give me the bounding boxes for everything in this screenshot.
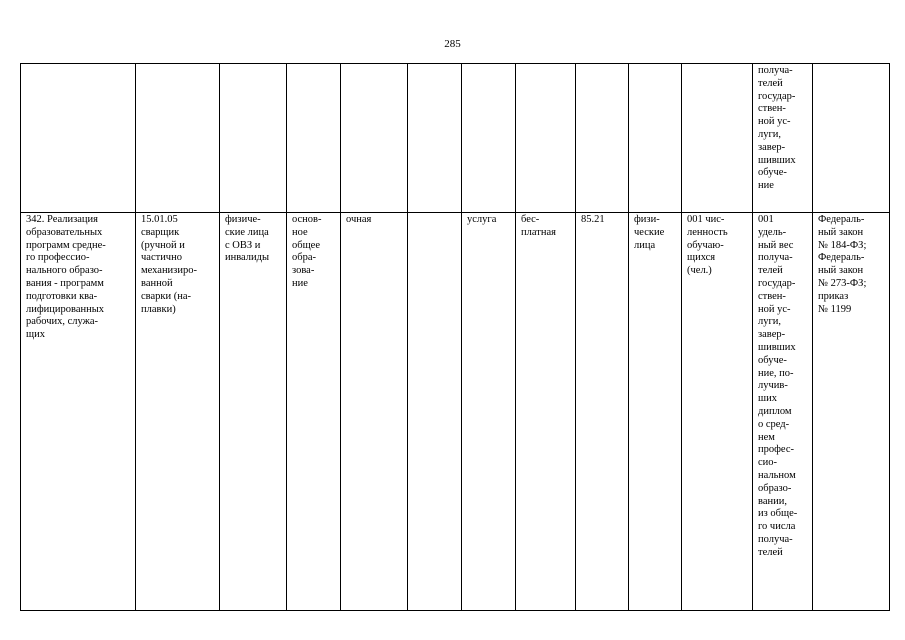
cell-education-form [341,64,408,213]
cell-education-level: основ- ное общее обра- зова- ние [287,213,341,611]
cell-consumer-category: физиче- ские лица с ОВЗ и инвалиды [220,213,287,611]
cell-type [462,64,516,213]
cell-okved: 85.21 [576,213,629,611]
cell-legal-basis [813,64,890,213]
cell-quality-indicator: получа- телей государ- ствен- ной ус- луги, завер- шивших обуче- ние [753,64,813,213]
cell-payment [516,64,576,213]
cell-specialty-code [136,64,220,213]
cell-quality-indicator: 001 удель- ный вес получа- телей государ- ствен- ной ус- луги, завер- шивших обуче- ние, по- лучив- ших диплом о сред- нем профес- сио- нальном образо- вании, из обще- го числа получа- телей [753,213,813,611]
services-registry-table [20,63,890,611]
cell-education-form: очная [341,213,408,611]
cell-empty [408,64,462,213]
table-row-continuation [21,64,890,213]
page-number: 285 [444,38,461,50]
cell-volume-indicator [682,64,753,213]
cell-service-name: 342. Реализация образовательных программ средне- го профессио- нального образо- вания - программ подготовки ква- лифицированных рабочих, служа- щих [21,213,136,611]
cell-recipients [629,64,682,213]
cell-education-level [287,64,341,213]
cell-service-name [21,64,136,213]
cell-recipients: физи- ческие лица [629,213,682,611]
cell-type: услуга [462,213,516,611]
cell-okved [576,64,629,213]
cell-legal-basis: Федераль- ный закон № 184-ФЗ; Федераль- ный закон № 273-ФЗ; приказ № 1199 [813,213,890,611]
cell-consumer-category [220,64,287,213]
cell-specialty-code: 15.01.05 сварщик (ручной и частично механизиро- ванной сварки (на- плавки) [136,213,220,611]
cell-payment: бес- платная [516,213,576,611]
cell-volume-indicator: 001 чис- ленность обучаю- щихся (чел.) [682,213,753,611]
cell-empty [408,213,462,611]
table-row-342 [21,213,890,611]
